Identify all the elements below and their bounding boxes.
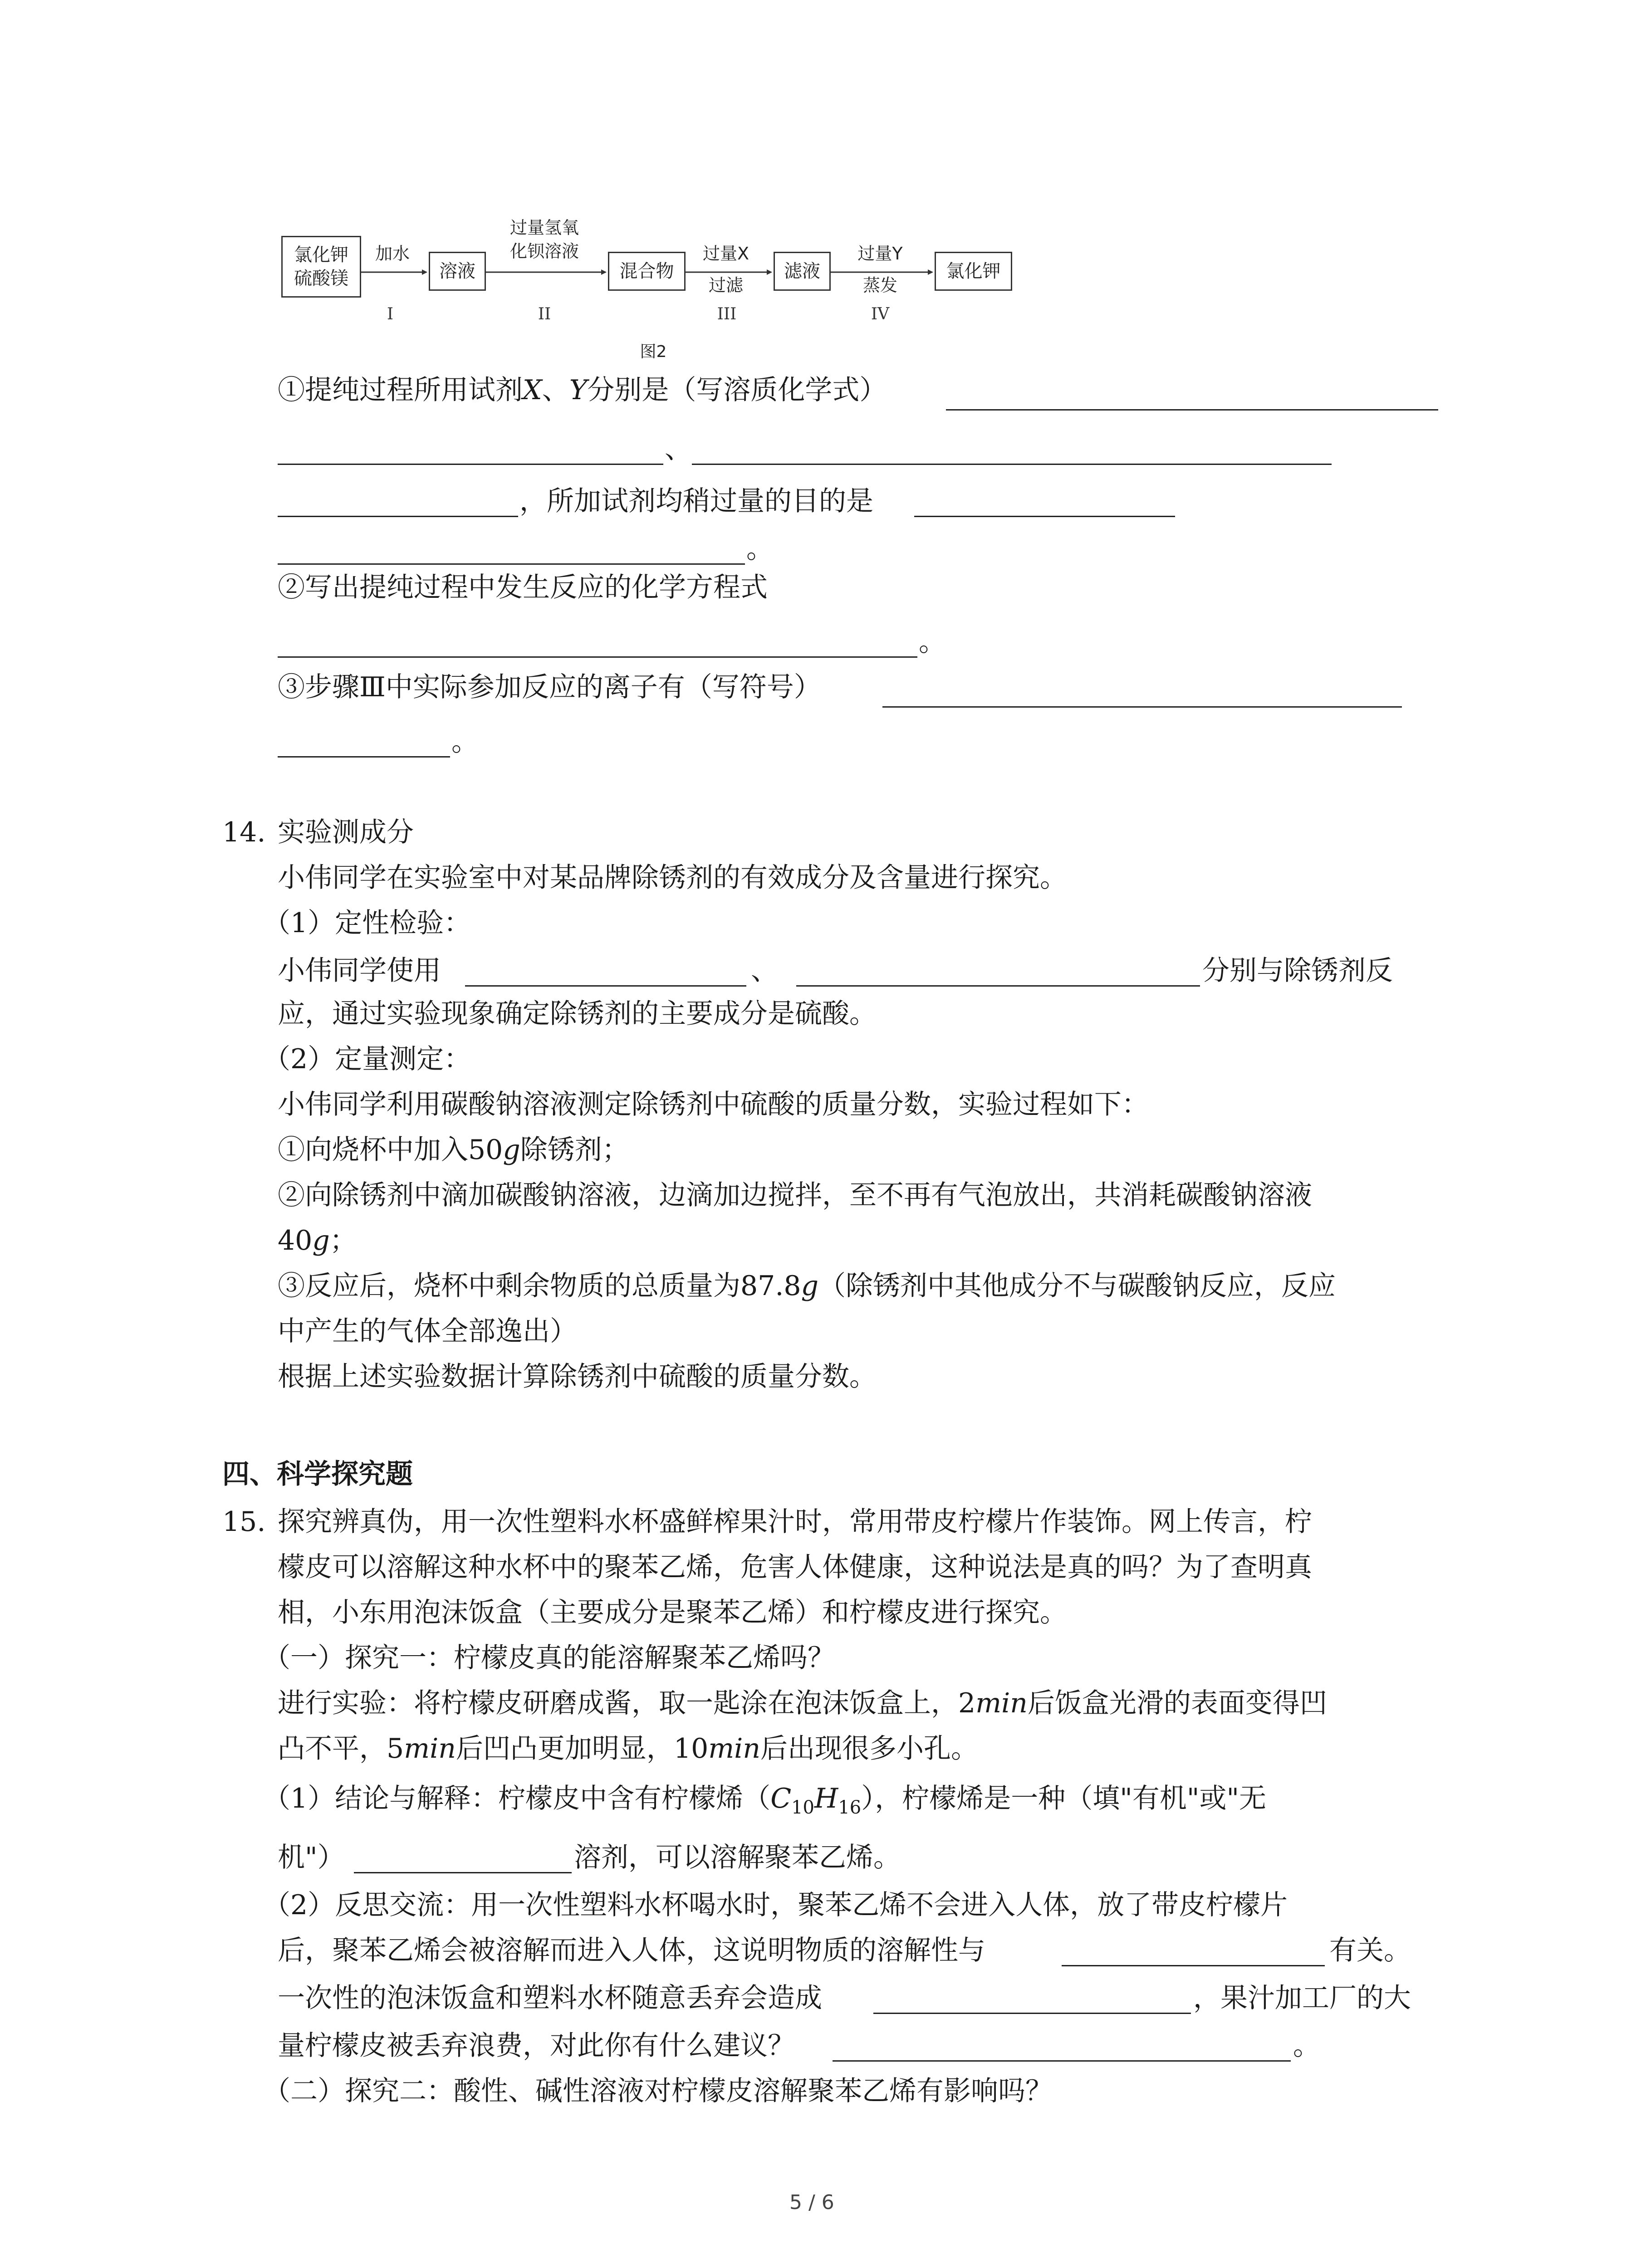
q14-p1-sep: 、	[751, 955, 778, 987]
arrow-4-label-top: 过量Y	[857, 244, 903, 264]
q15-line12-a: 量柠檬皮被丢弃浪费，对此你有什么建议？	[278, 2030, 795, 2062]
flow-box-product: 氯化钾	[935, 252, 1012, 291]
q14-p1-b: 分别与除锈剂反	[1202, 955, 1393, 987]
answer-blank[interactable]	[1062, 1937, 1325, 1966]
flow-box-mixture: 混合物	[608, 252, 686, 291]
arrow-2-label-top2: 化钡溶液	[509, 241, 579, 261]
arrow-3-label-bottom: 过滤	[708, 275, 743, 295]
answer-blank[interactable]	[873, 1984, 1191, 2014]
q15-line10-a: 后，聚苯乙烯会被溶解而进入人体，这说明物质的溶解性与	[278, 1935, 985, 1966]
q13-sub1-purpose: ，所加试剂均稍过量的目的是	[519, 485, 873, 517]
q13-sub3-end: 。	[451, 726, 479, 758]
section-heading: 四、科学探究题	[222, 1458, 413, 1490]
flow-box-solution: 溶液	[429, 252, 486, 291]
q14-step3-line2: 中产生的气体全部逸出）	[278, 1315, 577, 1347]
step-label-1: I	[387, 305, 394, 323]
answer-blank[interactable]	[354, 1844, 572, 1873]
q15-line8-a: 机"）	[278, 1842, 345, 1873]
q15-line7: （1）结论与解释：柠檬皮中含有柠檬烯$(C_{10}H_{16})$，柠檬烯是一种（填"有机"或"无	[263, 1783, 1267, 1818]
arrow-1-label: 加水	[375, 244, 410, 264]
answer-blank[interactable]	[465, 957, 746, 987]
answer-blank[interactable]	[796, 957, 1200, 987]
q14-number: 14.	[222, 816, 266, 848]
answer-blank[interactable]	[692, 435, 1332, 465]
q15-line13: （二）探究二：酸性、碱性溶液对柠檬皮溶解聚苯乙烯有影响吗？	[263, 2075, 1053, 2107]
answer-blank[interactable]	[882, 678, 1402, 708]
flow-box-filtrate: 滤液	[774, 252, 831, 291]
flow-box-start-line2: 硫酸镁	[294, 268, 348, 289]
q15-line9: （2）反思交流：用一次性塑料水杯喝水时，聚苯乙烯不会进入人体，放了带皮柠檬片	[263, 1889, 1288, 1921]
q15-number: 15.	[222, 1506, 266, 1538]
step-label-4: IV	[871, 305, 890, 323]
answer-blank[interactable]	[946, 381, 1438, 411]
q13-sub2-end: 。	[919, 626, 946, 658]
q14-p1-c: 应，通过实验现象确定除锈剂的主要成分是硫酸。	[278, 998, 877, 1030]
step-label-3: III	[717, 305, 737, 323]
answer-blank[interactable]	[278, 488, 518, 517]
arrow-3-label-top: 过量X	[702, 244, 749, 264]
q14-p2-intro: 小伟同学利用碳酸钠溶液测定除锈剂中硫酸的质量分数，实验过程如下：	[278, 1089, 1149, 1120]
q15-line2: 檬皮可以溶解这种水杯中的聚苯乙烯，危害人体健康，这种说法是真的吗？为了查明真	[278, 1551, 1312, 1583]
q15-line4: （一）探究一：柠檬皮真的能溶解聚苯乙烯吗？	[263, 1642, 835, 1674]
q15-line12-b: 。	[1293, 2030, 1320, 2062]
q15-line10-b: 有关。	[1329, 1935, 1411, 1966]
q14-step2-line1: ②向除锈剂中滴加碳酸钠溶液，边滴加边搅拌，至不再有气泡放出，共消耗碳酸钠溶液	[278, 1179, 1312, 1211]
q13-sub1-line1: ①提纯过程所用试剂X、Y分别是（写溶质化学式）	[278, 374, 887, 406]
q13-sub1-end: 。	[746, 533, 774, 565]
q13-sub2: ②写出提纯过程中发生反应的化学方程式	[278, 572, 768, 603]
q15-line8-b: 溶剂，可以溶解聚苯乙烯。	[574, 1842, 901, 1873]
q15-line11-a: 一次性的泡沫饭盒和塑料水杯随意丢弃会造成	[278, 1982, 822, 2014]
q14-p1-a: 小伟同学使用	[278, 955, 441, 987]
answer-blank[interactable]	[278, 435, 663, 465]
q14-step2-line2: 40g；	[278, 1225, 357, 1256]
q13-comma: 、	[665, 433, 692, 465]
q14-step1: ①向烧杯中加入50g除锈剂；	[278, 1134, 629, 1166]
q14-title: 实验测成分	[278, 816, 414, 848]
figure-caption: 图2	[640, 342, 667, 361]
q14-part1: （1）定性检验：	[263, 907, 471, 939]
q15-line11-b: ，果汁加工厂的大	[1193, 1982, 1411, 2014]
answer-blank[interactable]	[278, 728, 450, 758]
q14-final: 根据上述实验数据计算除锈剂中硫酸的质量分数。	[278, 1361, 877, 1393]
q13-sub3: ③步骤Ⅲ中实际参加反应的离子有（写符号）	[278, 671, 821, 703]
arrow-4-label-bottom: 蒸发	[862, 275, 897, 295]
answer-blank[interactable]	[914, 488, 1175, 517]
flow-box-start-line1: 氯化钾	[294, 244, 348, 265]
q15-line3: 相，小东用泡沫饭盒（主要成分是聚苯乙烯）和柠檬皮进行探究。	[278, 1597, 1067, 1628]
answer-blank[interactable]	[278, 535, 745, 565]
q14-step3-line1: ③反应后，烧杯中剩余物质的总质量为87.8g（除锈剂中其他成分不与碳酸钠反应，反应	[278, 1270, 1336, 1302]
answer-blank[interactable]	[833, 2032, 1291, 2062]
flow-box-start	[281, 236, 361, 298]
q15-line6: 凸不平，5min后凹凸更加明显，10min后出现很多小孔。	[278, 1733, 979, 1765]
answer-blank[interactable]	[278, 628, 917, 658]
arrow-2-label-top: 过量氢氧	[509, 218, 579, 238]
q14-intro: 小伟同学在实验室中对某品牌除锈剂的有效成分及含量进行探究。	[278, 862, 1067, 894]
page-number: 5 / 6	[789, 2191, 834, 2214]
q14-part2: （2）定量测定：	[263, 1043, 471, 1075]
q15-line1: 探究辨真伪，用一次性塑料水杯盛鲜榨果汁时，常用带皮柠檬片作装饰。网上传言，柠	[278, 1506, 1312, 1538]
step-label-2: II	[538, 305, 551, 323]
flowchart-arrows	[0, 0, 1641, 363]
q15-line5: 进行实验：将柠檬皮研磨成酱，取一匙涂在泡沫饭盒上，2min后饭盒光滑的表面变得凹	[278, 1687, 1327, 1719]
